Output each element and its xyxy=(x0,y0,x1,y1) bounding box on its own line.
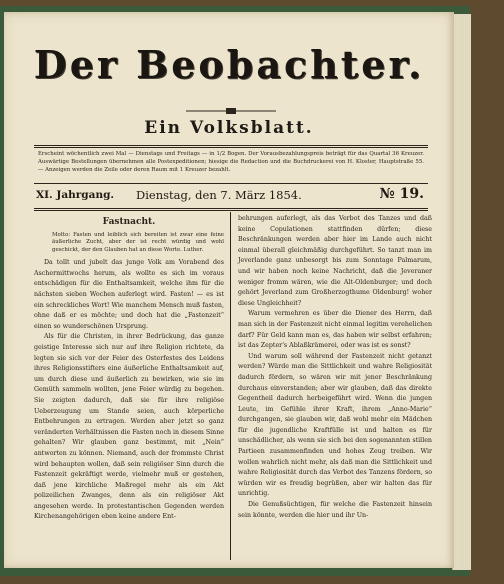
notice-divider xyxy=(34,183,428,184)
issue-divider xyxy=(34,208,428,211)
issue-date: Dienstag, den 7. März 1854. xyxy=(136,188,302,202)
header-divider xyxy=(34,145,428,148)
issue-info xyxy=(34,186,428,206)
article-paragraph: Warum vermehren es über die Diener des Herrn, daß man sich in der Fastenzeit nicht einmal legitim verehelichen darf? Für Geld kann man es, das haben wir selbst erfahren; ist das Zepter's Ablaßkrämerei, oder was ist es sonst? xyxy=(238,310,432,350)
article-paragraph: Da tollt und jubelt das junge Volk am Vorabend des Aschermittwochs herum, als wollte es sich im voraus entschädigen für die Enthaltsamkeit, welche ihm für die nächsten sieben Wochen auferlegt wird. Fasten! — es ist ein schreckliches Wort! Wie manchem Mensch muß fasten, ohne daß er es möchte; und doch hat die „Fastenzeit“ einen so wunderschönen Ursprung. xyxy=(34,259,224,330)
article-paragraph: Als für die Christen, in ihrer Bedrückung, das ganze geistige Interesse sich nur auf ihre Religion richtete, da legten sie sich vor der Feier des Osterfestes des Leidens ihres Religionsstifters eine äußerliche Enthaltsamkeit auf, um durch diese und äußerlich zu bewirken, wie sie im Gemüth sammeln wollten, jene Feier würdig zu begehen. Sie zeigten dadurch, daß sie für ihre religiöse Ueberzeugung um Stande seien, auch körperliche Entbehrungen zu ertragen. Werden aber jetzt so ganz veränderten Verhältnissen die Fasten noch in diesem Sinne gehalten? Wir glauben ganz bestimmt, mit „Nein“ antworten zu können. Niemand, auch der frommste Christ wird behaupten wollen, daß sein religiöser Sinn durch die Fastenzeit gekräftigt werde, vielmehr muß er gestehen, daß jene kirchliche Maßregel mehr als ein Akt polizeilichen Zwanges, denn als ein religiöser Akt angesehen werde. In protestantischen Gegenden werden Kirchenangehörigen eben keine andere Ent- xyxy=(34,333,224,521)
volume-label: XI. Jahrgang. xyxy=(36,189,115,201)
publication-notice: Erscheint wöchentlich zwei Mal — Dienstags und Freitags — in 1/2 Bogen. Der Vorausbezahlungspreis beträgt für das Quartal 36 Kreuzer. Auswärtige Bestellungen übernehmen alle Postexpeditionen; hiesige die Redaction und die Buchdruckerei von H. Kloster, Hauptstraße 55. — Anzeigen werden die Zeile oder deren Raum mit 1 Kreuzer bezahlt. xyxy=(38,151,424,173)
masthead-subtitle: Ein Volksblatt. xyxy=(144,118,314,138)
article-motto: Motto: Fasten und leiblich sich bereiten ist zwar eine feine äußerliche Zucht, aber der ist recht würdig und wohl geschickt, der den Glauben hat an diese Worte. Luther. xyxy=(52,232,224,253)
article-paragraph: Die Genußsüchtigen, für welche die Fastenzeit hinsein sein könnte, werden die hier und ihr Un- xyxy=(238,501,432,519)
issue-number: № 19. xyxy=(379,186,424,202)
article-paragraph: behrungen auferlegt, als das Verbot des Tanzes und daß keine Copulationen stattfinden dürfen; diese Beschränkungen werden aber hier im Lande auch nicht einmal überall gleichmäßig durchgeführt. So tanzt man im Jeverlande ganz unbesorgt bis zum Sonntage Palmarum, und wir haben noch keine Nachricht, daß die Jeveraner weniger fromm wären, wie die Alt-Oldenburger; und doch gehört Jeverland zum Großherzogthume Oldenburg! woher diese Ungleichheit? xyxy=(238,215,432,307)
article-column-left xyxy=(34,214,224,523)
article-column-right xyxy=(238,214,432,521)
newspaper-page xyxy=(4,12,454,568)
article-paragraph: Und warum soll während der Fastenzeit nicht getanzt werden? Würde man die Sittlichkeit und wahre Religiosität dadurch fördern, so wären wir mit jener Beschränkung durchaus einverstanden; aber wir glauben, daß das direkte Gegentheil dadurch herbeigeführt wird. Wenn die jungen Leute, im Gefühle ihrer Kraft, ihrem „Anno-Marie“ durchgangen, sie glauben wir, daß wohl mehr ein Mädchen für die jugendliche Kraftfülle ist und halten es für unschädlicher, als wenn sie sich bei den sogenannten stillen Partieen zusammenfinden und hohes Zeug treiben. Wir wollen wahrlich nicht mehr, als daß man die Sittlichkeit und wahre Religiosität durch das Verbot des Tanzens fördern, so würden wir es freudig begrüßen, aber wir halten das für unrichtig. xyxy=(238,352,432,498)
masthead-title: Der Beobachter. xyxy=(33,42,425,87)
column-divider xyxy=(230,212,231,560)
page-edges xyxy=(452,14,471,570)
article-title: Fastnacht. xyxy=(102,217,156,227)
ornament-rule-icon xyxy=(186,108,276,114)
